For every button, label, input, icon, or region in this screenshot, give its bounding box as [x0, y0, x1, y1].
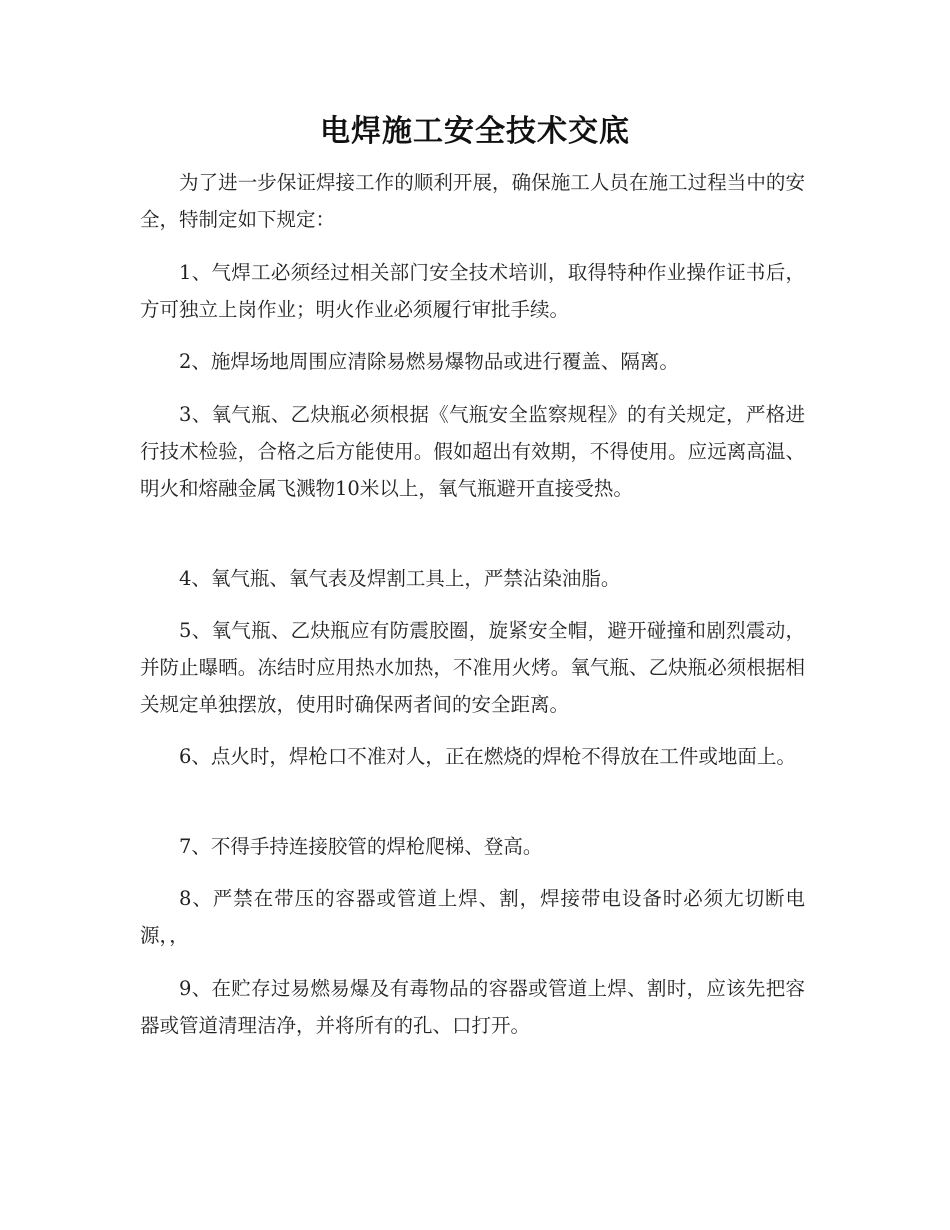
- rule-item-6: 6、点火时，焊枪口不准对人，正在燃烧的焊枪不得放在工件或地面上。: [179, 745, 796, 768]
- rule-item-9: 9、在贮存过易燃易爆及有毒物品的容器或管道上焊、割时，应该先把容器或管道清理洁净，并将所有的孔、口打开。: [140, 977, 805, 1037]
- rule-item-1: 1、气焊工必须经过相关部门安全技术培训，取得特种作业操作证书后，方可独立上岗作业；明火作业必须履行审批手续。: [140, 261, 805, 321]
- rule-item-5: 5、氧气瓶、乙炔瓶应有防震胶圈，旋紧安全帽，避开碰撞和剧烈震动，并防止曝晒。冻结时应用热水加热，不准用火烤。氧气瓶、乙炔瓶必须根据相关规定单独摆放，使用时确保两者间的安全距离。: [140, 619, 805, 716]
- rule-item-8: 8、严禁在带压的容器或管道上焊、割，焊接带电设备时必须尢切断电源，，: [140, 887, 805, 947]
- rule-item-2: 2、施焊场地周围应清除易燃易爆物品或进行覆盖、隔离。: [179, 350, 679, 373]
- rule-item-3: 3、氧气瓶、乙炔瓶必须根据《气瓶安全监察规程》的有关规定，严格进行技术检验，合格之后方能使用。假如超出有效期，不得使用。应远离高温、明火和熔融金属飞溅物10米以上，氧气瓶避开直接受热。: [140, 403, 805, 500]
- rule-item-4: 4、氧气瓶、氧气表及焊割工具上，严禁沾染油脂。: [179, 567, 621, 590]
- intro-paragraph: 为了进一步保证焊接工作的顺利开展，确保施工人员在施工过程当中的安全，特制定如下规定：: [140, 171, 805, 231]
- rule-item-7: 7、不得手持连接胶管的焊枪爬梯、登高。: [179, 835, 543, 858]
- page-title: 电焊施工安全技术交底: [320, 114, 630, 149]
